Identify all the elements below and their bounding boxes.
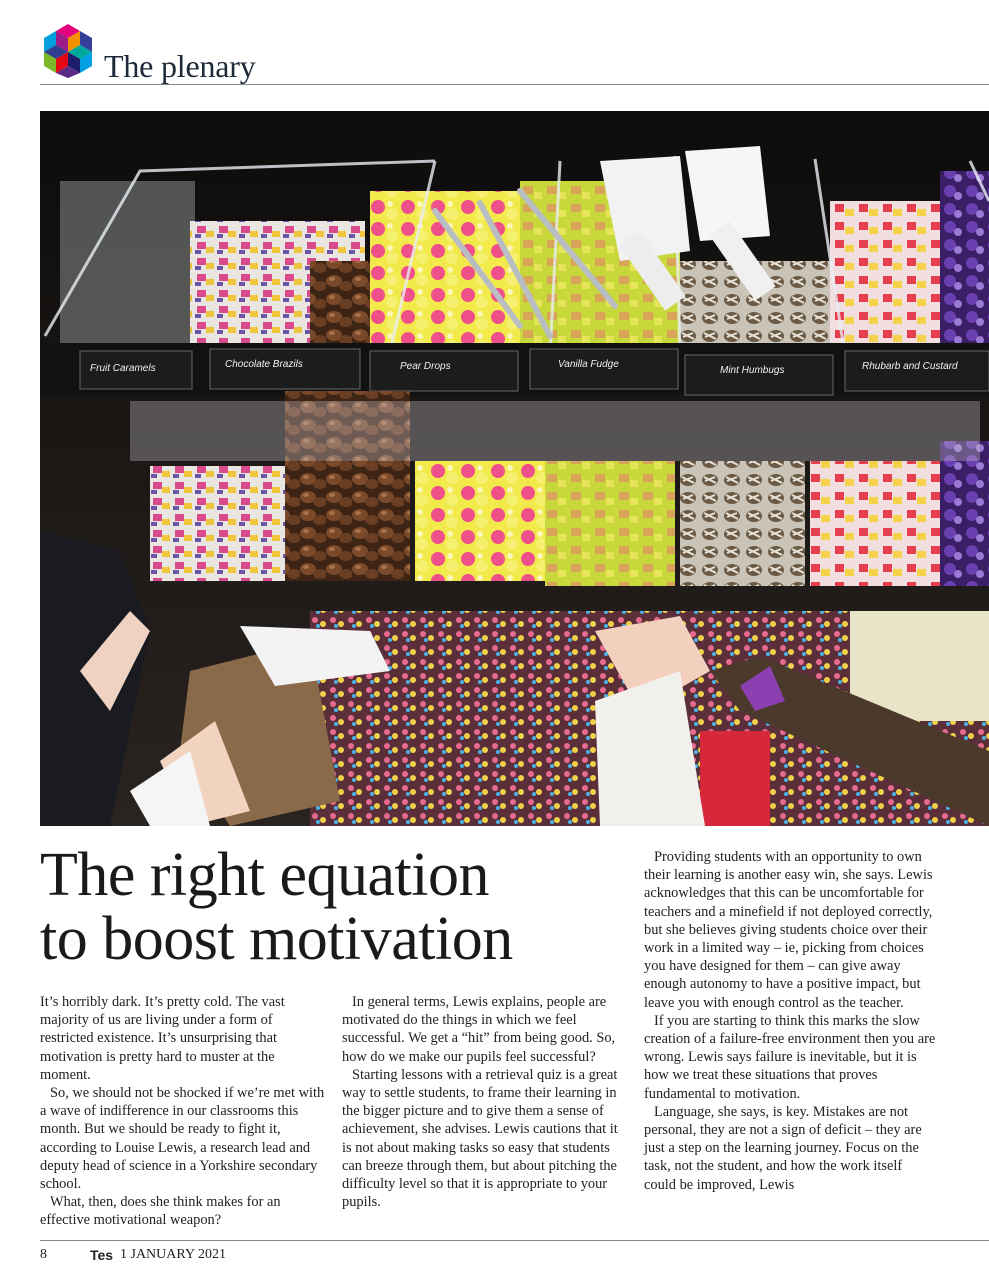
paragraph: What, then, does she think makes for an effective motivational weapon? [40, 1194, 281, 1229]
publication-brand: Tes [90, 1247, 114, 1263]
label-vanilla-fudge: Vanilla Fudge [558, 359, 619, 370]
paragraph: Providing students with an opportunity to own their learning is another easy win, she says. Lewis acknowledges that this can be uncomfortable for teachers and a minefield if not deployed correctly, but she believes giving students choice over their work in a limited way – ie, picking from choices you have designed for them – can give away enough autonomy to have a positive impact, but leave you with enough control as the teacher. [644, 849, 933, 1011]
paragraph: It’s horribly dark. It’s pretty cold. The vast majority of us are living under a form of restricted existence. It’s unsurprising that motivation is pretty hard to muster at the moment. [40, 994, 285, 1083]
paragraph: So, we should not be shocked if we’re met with a wave of indifference in our classrooms this month. But we should be ready to fight it, according to Louise Lewis, a research lead and deputy head of science in a Yorkshire secondary school. [40, 1085, 325, 1193]
geometric-cube-logo-icon [40, 22, 96, 78]
header-divider [40, 84, 989, 85]
article-column-3 [644, 848, 936, 1194]
label-chocolate-brazils: Chocolate Brazils [225, 359, 303, 370]
article-column-1 [40, 993, 326, 1230]
label-fruit-caramels: Fruit Caramels [90, 363, 156, 374]
footer-divider [40, 1240, 989, 1241]
paragraph: If you are starting to think this marks the slow creation of a failure-free environment then you are wrong. Lewis says failure is inevitable, but it is how we treat these situations that proves fundamental to motivation. [644, 1012, 936, 1102]
section-title: The plenary [104, 48, 256, 84]
article-headline [40, 843, 630, 971]
page-header [40, 18, 989, 84]
article-column-2 [342, 993, 630, 1211]
paragraph: Language, she says, is key. Mistakes are not personal, they are not a sign of deficit – they are just a step on the learning journey. Focus on the task, not the student, and how the work itself could be improved, Lewis [644, 1103, 922, 1193]
paragraph: Starting lessons with a retrieval quiz is a great way to settle students, to frame their learning in the bigger picture and to give them a sense of achievement, she advises. Lewis cautions that it is not about making tasks so easy that students can breeze through them, but about pitching the difficulty level so that it is appropriate to your pupils. [342, 1066, 618, 1211]
issue-date: 1 JANUARY 2021 [120, 1247, 227, 1262]
label-pear-drops: Pear Drops [400, 361, 451, 372]
headline-line-1: The right equation [40, 841, 489, 909]
paragraph: In general terms, Lewis explains, people are motivated do the things in which we feel successful. We get a “hit” from being good. So, how do we make our pupils feel successful? [342, 994, 616, 1065]
headline-line-2: to boost motivation [40, 905, 513, 973]
label-rhubarb-custard: Rhubarb and Custard [862, 361, 958, 372]
page-number: 8 [40, 1247, 47, 1262]
label-mint-humbugs: Mint Humbugs [720, 365, 785, 376]
photo-illustration [40, 111, 989, 826]
pick-and-mix-sweets-photo [40, 111, 989, 826]
